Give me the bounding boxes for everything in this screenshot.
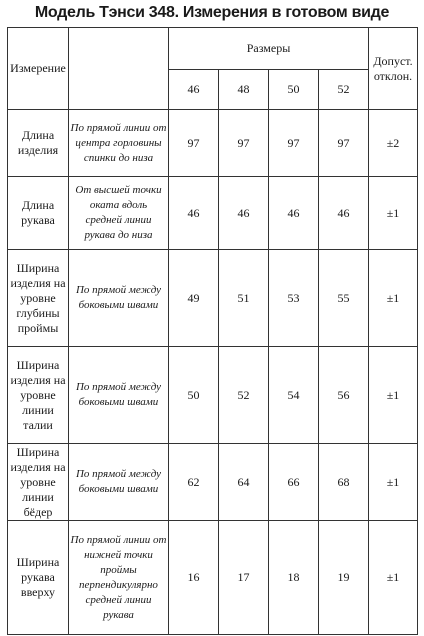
row-desc-line: От высшей точки <box>75 184 162 196</box>
row-name-line: изделия на <box>10 372 66 387</box>
row-desc-line: средней линии <box>85 214 152 226</box>
row-name-line: Ширина <box>16 260 60 275</box>
table-row <box>8 444 418 521</box>
header-sizes: Размеры <box>169 28 369 70</box>
tolerance-value: ±1 <box>369 250 418 347</box>
value-size-46: 97 <box>169 110 219 177</box>
row-name-line: Длина <box>21 128 55 142</box>
row-description <box>69 177 169 250</box>
value-size-52: 19 <box>319 521 369 635</box>
row-name-line: проймы <box>17 320 59 335</box>
row-desc-line: спинки до низа <box>83 151 154 164</box>
row-name-line: Ширина <box>16 444 60 459</box>
row-desc-line: По прямой между <box>75 381 162 393</box>
row-desc-line: боковыми швами <box>78 299 159 311</box>
tolerance-value: ±2 <box>369 110 418 177</box>
row-name <box>8 444 69 521</box>
table-row <box>8 110 418 177</box>
header-tolerance <box>369 28 418 110</box>
value-size-46: 50 <box>169 347 219 444</box>
value-size-52: 55 <box>319 250 369 347</box>
value-size-46: 62 <box>169 444 219 521</box>
value-size-52: 68 <box>319 444 369 521</box>
table-row <box>8 177 418 250</box>
value-size-52: 56 <box>319 347 369 444</box>
header-tolerance-line2: отклон. <box>373 68 413 83</box>
tolerance-value: ±1 <box>369 521 418 635</box>
value-size-50: 97 <box>269 110 319 177</box>
value-size-52: 97 <box>319 110 369 177</box>
row-name-line: вверху <box>20 585 56 599</box>
header-tolerance-line1: Допуст. <box>373 53 413 68</box>
value-size-46: 49 <box>169 250 219 347</box>
value-size-48: 64 <box>219 444 269 521</box>
row-name-line: Длина <box>21 198 55 212</box>
size-header-52: 52 <box>319 70 369 110</box>
row-description <box>69 250 169 347</box>
row-desc-line: рукава до низа <box>84 229 153 241</box>
value-size-50: 66 <box>269 444 319 521</box>
row-name-line: рукава <box>21 570 55 584</box>
row-name-line: Ширина <box>16 357 60 372</box>
value-size-52: 46 <box>319 177 369 250</box>
row-desc-line: перпендикулярно <box>79 578 158 591</box>
table-row <box>8 250 418 347</box>
value-size-48: 52 <box>219 347 269 444</box>
value-size-50: 18 <box>269 521 319 635</box>
row-name-line: уровне <box>20 290 56 305</box>
tolerance-value: ±1 <box>369 177 418 250</box>
size-header-50: 50 <box>269 70 319 110</box>
measurements-table <box>7 27 418 635</box>
value-size-48: 51 <box>219 250 269 347</box>
row-name <box>8 177 69 250</box>
row-name-line: линии бёдер <box>22 489 54 519</box>
row-desc-line: оката вдоль <box>89 199 148 211</box>
row-name-line: рукава <box>21 213 55 227</box>
value-size-50: 53 <box>269 250 319 347</box>
row-name-line: уровне <box>20 474 56 489</box>
row-desc-line: По прямой между <box>75 468 162 480</box>
row-desc-line: нижней точки <box>84 548 153 561</box>
row-name-line: глубины <box>16 305 60 320</box>
tolerance-value: ±1 <box>369 347 418 444</box>
value-size-46: 16 <box>169 521 219 635</box>
table-row <box>8 521 418 635</box>
value-size-48: 97 <box>219 110 269 177</box>
row-description <box>69 521 169 635</box>
tolerance-value: ±1 <box>369 444 418 521</box>
row-desc-line: рукава <box>103 608 134 621</box>
row-name <box>8 110 69 177</box>
row-desc-line: проймы <box>100 563 137 576</box>
row-name-line: уровне <box>20 387 56 402</box>
row-name-line: изделия на <box>10 459 66 474</box>
header-description-blank <box>69 28 169 110</box>
header-measurement: Измерение <box>8 28 69 110</box>
row-desc-line: центра горловины <box>75 136 162 149</box>
value-size-46: 46 <box>169 177 219 250</box>
row-name-line: линии <box>22 402 54 417</box>
row-name-line: талии <box>23 417 53 432</box>
row-desc-line: боковыми швами <box>78 483 159 495</box>
table-row <box>8 347 418 444</box>
size-header-46: 46 <box>169 70 219 110</box>
row-name <box>8 250 69 347</box>
row-name-line: Ширина <box>16 555 60 569</box>
value-size-50: 54 <box>269 347 319 444</box>
row-name-line: изделия на <box>10 275 66 290</box>
row-desc-line: По прямой линии от <box>70 121 167 134</box>
row-name <box>8 521 69 635</box>
row-name-line: изделия <box>17 143 59 157</box>
page-title: Модель Тэнси 348. Измерения в готовом виде <box>34 4 390 21</box>
row-desc-line: По прямой линии от <box>70 533 167 546</box>
row-desc-line: боковыми швами <box>78 396 159 408</box>
value-size-50: 46 <box>269 177 319 250</box>
row-description <box>69 347 169 444</box>
value-size-48: 46 <box>219 177 269 250</box>
row-name <box>8 347 69 444</box>
row-description <box>69 444 169 521</box>
row-description <box>69 110 169 177</box>
value-size-48: 17 <box>219 521 269 635</box>
row-desc-line: средней линии <box>85 593 152 606</box>
row-desc-line: По прямой между <box>75 284 162 296</box>
size-header-48: 48 <box>219 70 269 110</box>
